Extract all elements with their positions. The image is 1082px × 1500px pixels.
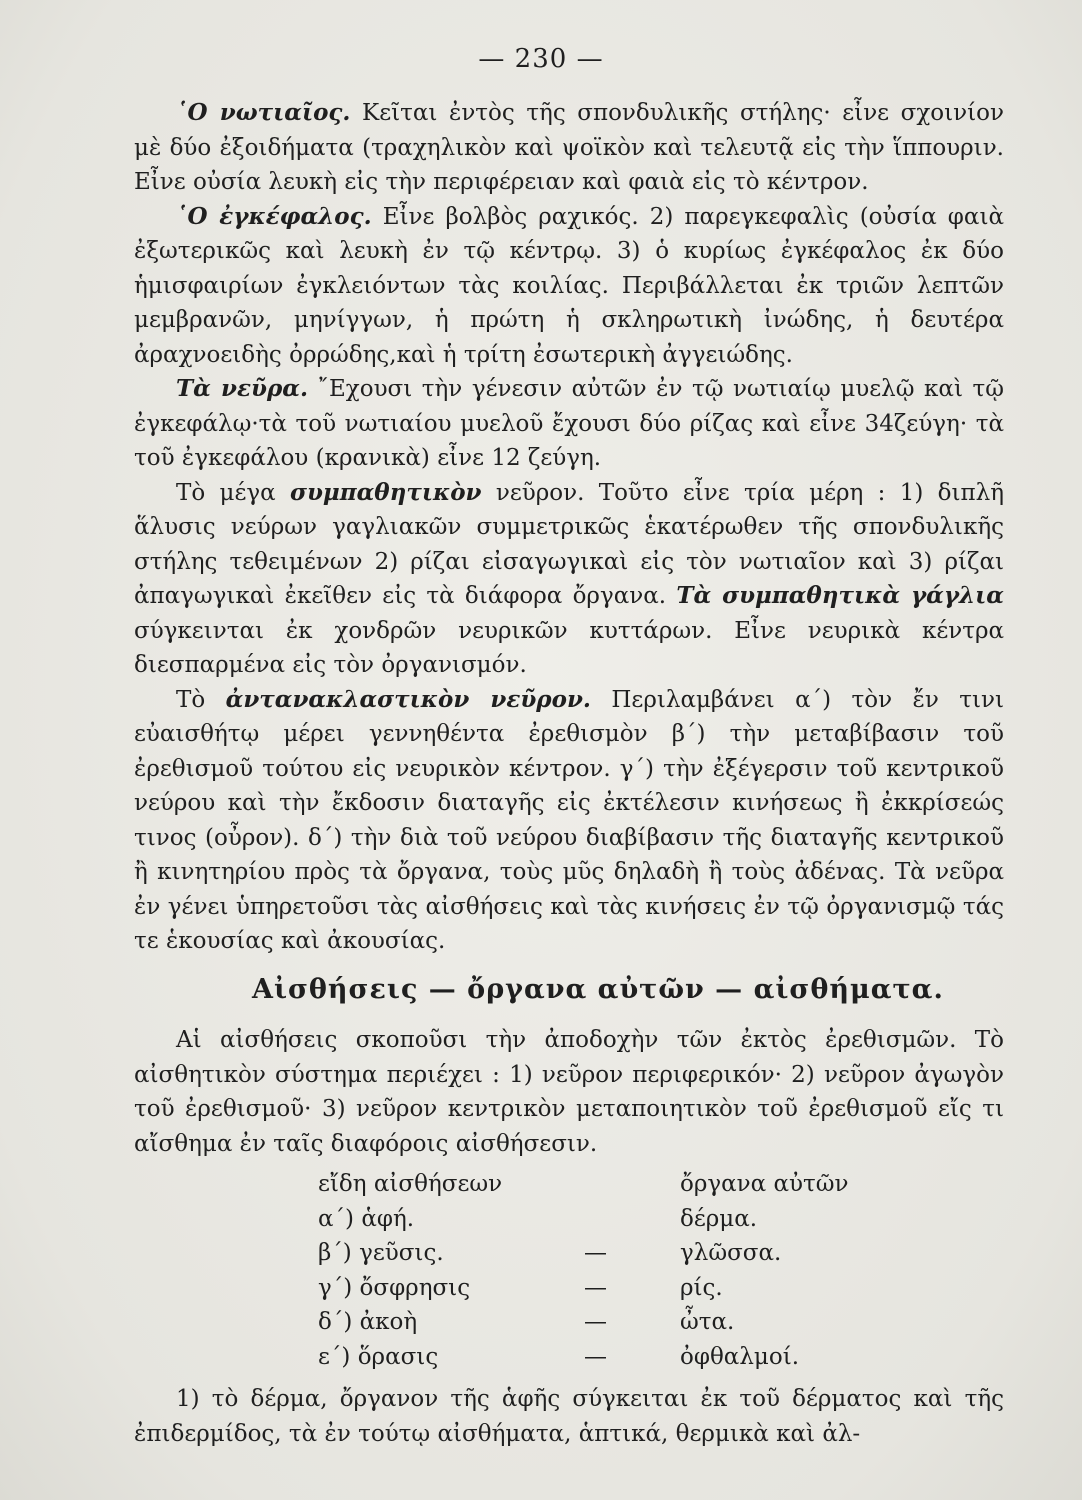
paragraph-lead: Τὸ — [176, 686, 226, 713]
dash-cell: — — [584, 1309, 607, 1335]
paragraph-brain — [134, 200, 1004, 373]
organ-cell: ὀφθαλμοί. — [680, 1343, 800, 1370]
paragraph-text: Περιλαμβάνει α΄) τὸν ἔν τινι εὐαισθήτῳ μέρει γεννηθέντα ἐρεθισμὸν β΄) τὴν μεταβίβασιν τοῦ ἐρεθισμοῦ τούτου εἰς νευρικὸν κέντρον. γ΄) τὴν ἐξέγερσιν τοῦ κεντρικοῦ νεύρου καὶ τὴν ἔκδοσιν διαταγῆς εἰς ἐκτέλεσιν κινήσεως ἢ ἐκκρίσεώς τινος (οὖρον). δ΄) τὴν διὰ τοῦ νεύρου διαβίβασιν τῆς διαταγῆς κεντρικοῦ ἢ κινητηρίου πρὸς τὰ ὄργανα, τοὺς μῦς δηλαδὴ ἢ τοὺς ἀδένας. Τὰ νεῦρα ἐν γένει ὑπηρετοῦσι τὰς αἰσθήσεις καὶ τὰς κινήσεις ἐν τῷ ὀργανισμῷ τάς τε ἑκουσίας καὶ ἀκουσίας. — [134, 686, 1005, 954]
sense-cell: ε΄) ὅρασις — [318, 1343, 439, 1370]
table-row — [318, 1202, 848, 1237]
paragraph-spinal-cord — [134, 96, 1004, 200]
term-heading-2: Τὰ συμπαθητικὰ γάγλια — [676, 582, 1005, 609]
page-body — [134, 96, 1004, 1451]
dash-cell: — — [584, 1343, 607, 1370]
paragraph-lead: Τὸ μέγα — [176, 479, 291, 506]
table-row — [318, 1305, 848, 1340]
dash-cell — [584, 1202, 680, 1237]
term-heading: ῾Ο ἐγκέφαλος. — [176, 202, 372, 230]
page-number: — 230 — — [478, 44, 604, 74]
term-heading: συμπαθητικὸν — [290, 478, 482, 506]
sense-cell: α΄) ἁφή. — [318, 1205, 415, 1232]
sense-cell: β΄) γεῦσις. — [318, 1240, 444, 1266]
paragraph-senses-intro: Αἱ αἰσθήσεις σκοποῦσι τὴν ἀποδοχὴν τῶν ἐκτὸς ἐρεθισμῶν. Τὸ αἰσθητικὸν σύστημα περιέχει : 1) νεῦρον περιφερικόν· 2) νεῦρον ἀγωγὸν τοῦ ἐρεθισμοῦ· 3) νεῦρον κεντρικὸν μεταποιητικὸν τοῦ ἐρεθισμοῦ εἴς τι αἴσθημα ἐν ταῖς διαφόροις αἰσθήσεσιν. — [134, 1027, 1004, 1157]
sense-cell: δ΄) ἀκοὴ — [318, 1309, 418, 1335]
organ-cell: ρίς. — [680, 1274, 723, 1301]
table-row — [318, 1340, 848, 1375]
table-row — [318, 1271, 848, 1306]
organ-cell: δέρμα. — [680, 1205, 758, 1232]
dash-cell: — — [584, 1274, 607, 1301]
paragraph-text-2: σύγκεινται ἐκ χονδρῶν νευρικῶν κυττάρων. Εἶνε νευρικὰ κέντρα διεσπαρμένα εἰς τὸν ὀργανισμόν. — [134, 617, 1004, 678]
paragraph-skin: 1) τὸ δέρμα, ὄργανον τῆς ἁφῆς σύγκειται ἐκ τοῦ δέρματος καὶ τῆς ἐπιδερμίδος, τὰ ἐν τούτῳ αἰσθήματα, ἁπτικά, θερμικὰ καὶ ἀλ- — [134, 1386, 1004, 1447]
table-header-row — [318, 1167, 848, 1202]
term-heading: ἀντανακλαστικὸν νεῦρον. — [225, 685, 591, 713]
term-heading: ῾Ο νωτιαῖος. — [176, 99, 351, 126]
paragraph-text: ῎Εχουσι τὴν γένεσιν αὐτῶν ἐν τῷ νωτιαίῳ μυελῷ καὶ τῷ ἐγκεφάλῳ·τὰ τοῦ νωτιαίου μυελοῦ ἔχουσι δύο ρίζας καὶ εἶνε 34ζεύγη· τὰ τοῦ ἐγκεφάλου (κρανικὰ) εἶνε 12 ζεύγη. — [134, 376, 1004, 471]
table-row — [318, 1236, 848, 1271]
dash-cell: — — [584, 1240, 607, 1266]
paragraph-text: Εἶνε βολβὸς ραχικός. 2) παρεγκεφαλὶς (οὐσία φαιὰ ἐξωτερικῶς καὶ λευκὴ ἐν τῷ κέντρῳ. 3) ὁ κυρίως ἐγκέφαλος ἐκ δύο ἡμισφαιρίων ἐγκλειόντων τὰς κοιλίας. Περιβάλλεται ἐκ τριῶν λεπτῶν μεμβρανῶν, μηνίγγων, ἡ πρώτη ἡ σκληρωτικὴ ἰνώδης, ἡ δευτέρα ἀραχνοειδὴς ὀρρώδης,καὶ ἡ τρίτη ἐσωτερικὴ ἀγγειώδης. — [134, 203, 1004, 368]
organ-cell: ὦτα. — [680, 1309, 735, 1335]
paragraph-sympathetic — [134, 476, 1004, 683]
organ-cell: γλῶσσα. — [680, 1240, 782, 1266]
paragraph-text: νεῦρον. Τοῦτο εἶνε τρία μέρη : 1) διπλῆ ἅλυσις νεύρων γαγλιακῶν συμμετρικῶς ἑκατέρωθεν τῆς σπονδυλικῆς στήλης τεθειμένων 2) ρίζαι εἰσαγωγικαὶ εἰς τὸν νωτιαῖον καὶ 3) ρίζαι ἀπαγωγικαὶ ἐκεῖθεν εἰς τὰ διάφορα ὄργανα. — [134, 479, 1004, 609]
paragraph-nerves — [134, 372, 1004, 476]
column-header-senses: εἴδη αἰσθήσεων — [318, 1171, 503, 1197]
paragraph-reflex — [134, 683, 1004, 959]
sense-cell: γ΄) ὄσφρησις — [318, 1274, 471, 1301]
column-header-organs: ὄργανα αὐτῶν — [680, 1171, 849, 1197]
term-heading: Τὰ νεῦρα. — [176, 375, 308, 402]
section-heading: Αἰσθήσεις — ὄργανα αὐτῶν — αἰσθήματα. — [252, 973, 944, 1005]
senses-table — [318, 1167, 848, 1374]
paragraph-text: Κεῖται ἐντὸς τῆς σπονδυλικῆς στήλης· εἶνε σχοινίον μὲ δύο ἐξοιδήματα (τραχηλικὸν καὶ ψοϊκὸν καὶ τελευτᾷ εἰς τὴν ἵππουριν. Εἶνε οὐσία λευκὴ εἰς τὴν περιφέρειαν καὶ φαιὰ εἰς τὸ κέντρον. — [134, 100, 1004, 195]
